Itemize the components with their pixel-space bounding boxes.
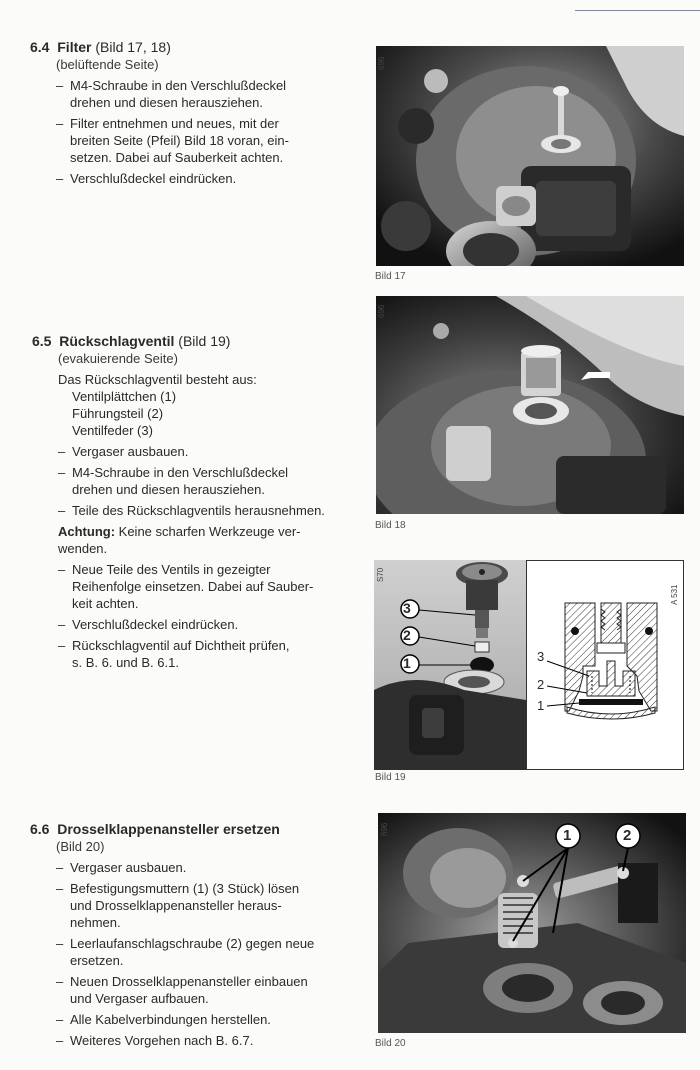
callout-label: 2 xyxy=(623,827,632,844)
dash: – xyxy=(58,503,66,518)
dash: – xyxy=(58,617,66,632)
item-line: Vergaser ausbauen. xyxy=(70,860,187,875)
list-item xyxy=(56,880,360,931)
item-line: drehen und diesen herausziehen. xyxy=(70,95,263,110)
section-subtitle: (belüftende Seite) xyxy=(56,57,159,72)
item-line: Alle Kabelverbindungen herstellen. xyxy=(70,1012,271,1027)
item-line: und Vergaser aufbauen. xyxy=(70,991,209,1006)
warning-text-cont: wenden. xyxy=(58,541,108,556)
dash: – xyxy=(58,562,66,577)
list-item xyxy=(58,616,357,633)
figure-caption: Bild 20 xyxy=(375,1038,406,1049)
section-subtitle: (Bild 20) xyxy=(56,839,105,854)
section-title: Drosselklappenansteller ersetzen xyxy=(57,821,280,837)
list-item xyxy=(56,77,350,111)
item-line: und Drosselklappenansteller heraus- xyxy=(70,898,282,913)
item-line: keit achten. xyxy=(72,596,139,611)
figure-code: 696 xyxy=(377,56,386,70)
list-item xyxy=(58,637,357,671)
section-heading xyxy=(30,38,350,56)
part-item: Führungsteil (2) xyxy=(72,406,164,421)
figure-caption: Bild 18 xyxy=(375,520,406,531)
section-callout: 2 xyxy=(537,677,545,692)
part-item: Ventilfeder (3) xyxy=(72,423,153,438)
dash: – xyxy=(58,444,66,459)
callout-label: 1 xyxy=(563,827,572,844)
figure-code: A 531 xyxy=(670,584,679,605)
item-line: breiten Seite (Pfeil) Bild 18 voran, ein- xyxy=(70,133,289,148)
list-item xyxy=(58,502,357,519)
item-line: drehen und diesen herausziehen. xyxy=(72,482,265,497)
intro-text: Das Rückschlagventil besteht aus: xyxy=(58,372,257,387)
dash: – xyxy=(56,1033,64,1048)
section-6-6 xyxy=(30,820,360,1049)
dash: – xyxy=(56,881,64,896)
item-line: Verschlußdeckel eindrücken. xyxy=(72,617,239,632)
section-6-5 xyxy=(32,332,357,671)
item-line: Reihenfolge einsetzen. Dabei auf Sauber- xyxy=(72,579,314,594)
list-item xyxy=(56,973,360,1007)
figure-caption: Bild 19 xyxy=(375,772,406,783)
list-item xyxy=(58,443,357,460)
item-line: s. B. 6. und B. 6.1. xyxy=(72,655,179,670)
section-callout: 3 xyxy=(537,649,545,664)
item-line: M4-Schraube in den Verschlußdeckel xyxy=(70,78,287,93)
item-line: nehmen. xyxy=(70,915,121,930)
section-title: Rückschlagventil xyxy=(59,333,175,349)
warning-label: Achtung: xyxy=(58,524,116,539)
figure-code: S70 xyxy=(376,567,385,582)
item-line: Filter entnehmen und neues, mit der xyxy=(70,116,279,131)
item-line: M4-Schraube in den Verschlußdeckel xyxy=(72,465,289,480)
list-item xyxy=(56,935,360,969)
list-item xyxy=(56,859,360,876)
callout-label: 2 xyxy=(403,627,411,643)
figure-19-section-drawing xyxy=(526,560,684,770)
section-6-4 xyxy=(30,38,350,187)
item-line: Teile des Rückschlagventils herausnehmen. xyxy=(72,503,325,518)
warning-note xyxy=(58,523,357,557)
section-number: 6.4 xyxy=(30,39,50,55)
item-line: Neuen Drosselklappenansteller einbauen xyxy=(70,974,308,989)
section-number: 6.6 xyxy=(30,821,50,837)
section-heading xyxy=(32,332,357,350)
figure-code: 696 xyxy=(380,822,389,836)
top-rule xyxy=(575,10,700,11)
dash: – xyxy=(56,171,64,186)
dash: – xyxy=(56,860,64,875)
list-item xyxy=(58,561,357,612)
dash: – xyxy=(56,1012,64,1027)
dash: – xyxy=(58,638,66,653)
section-number: 6.5 xyxy=(32,333,52,349)
callout-label: 1 xyxy=(403,655,411,671)
item-line: ersetzen. xyxy=(70,953,124,968)
item-line: Vergaser ausbauen. xyxy=(72,444,189,459)
figure-reference: (Bild 19) xyxy=(174,333,231,349)
dash: – xyxy=(56,78,64,93)
section-subtitle: (evakuierende Seite) xyxy=(58,351,178,366)
dash: – xyxy=(56,116,64,131)
item-line: Verschlußdeckel eindrücken. xyxy=(70,171,237,186)
dash: – xyxy=(58,465,66,480)
list-item xyxy=(56,115,350,166)
warning-text: Keine scharfen Werkzeuge ver- xyxy=(115,524,301,539)
section-title: Filter xyxy=(57,39,92,55)
item-line: Leerlaufanschlagschraube (2) gegen neue xyxy=(70,936,315,951)
dash: – xyxy=(56,974,64,989)
list-item xyxy=(58,464,357,498)
item-line: Weiteres Vorgehen nach B. 6.7. xyxy=(70,1033,254,1048)
figure-18-photo xyxy=(376,296,684,514)
dash: – xyxy=(56,936,64,951)
list-item xyxy=(56,170,350,187)
figure-reference: (Bild 17, 18) xyxy=(91,39,171,55)
figure-19-photo xyxy=(374,560,526,770)
list-item xyxy=(56,1011,360,1028)
section-callout: 1 xyxy=(537,698,545,713)
item-line: Neue Teile des Ventils in gezeigter xyxy=(72,562,271,577)
list-item xyxy=(56,1032,360,1049)
item-line: setzen. Dabei auf Sauberkeit achten. xyxy=(70,150,284,165)
section-heading xyxy=(30,820,360,838)
part-item: Ventilplättchen (1) xyxy=(72,389,177,404)
callout-label: 3 xyxy=(403,600,411,616)
figure-17-photo xyxy=(376,46,684,266)
figure-caption: Bild 17 xyxy=(375,271,406,282)
item-line: Befestigungsmuttern (1) (3 Stück) lösen xyxy=(70,881,300,896)
figure-20-photo xyxy=(378,813,686,1033)
figure-code: 696 xyxy=(377,304,386,318)
item-line: Rückschlagventil auf Dichtheit prüfen, xyxy=(72,638,290,653)
